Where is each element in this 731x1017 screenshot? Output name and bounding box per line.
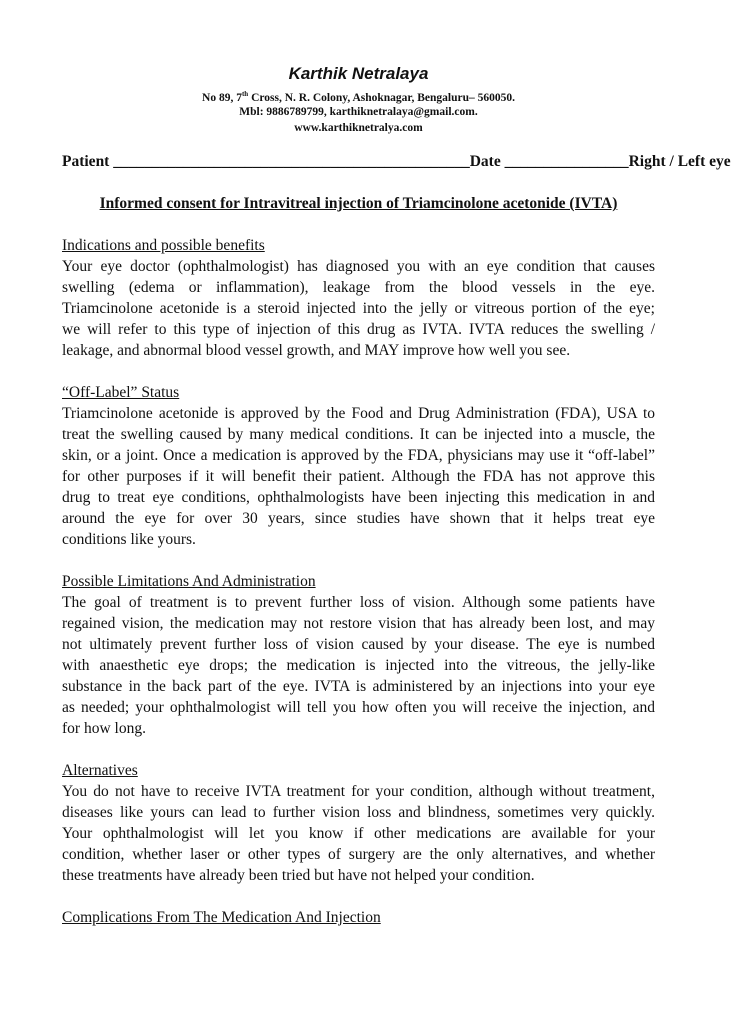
- paragraph-line: these treatments have already been tried but have not helped your condition.: [62, 867, 535, 884]
- paragraph-line: Your eye doctor (ophthalmologist) has diagnosed you with an eye condition that causes: [62, 258, 655, 275]
- section: [62, 235, 655, 361]
- section: [62, 382, 655, 550]
- paragraph-line: not ultimately prevent further loss of vision caused by your disease. The eye is numbed: [62, 636, 655, 653]
- section: [62, 571, 655, 739]
- paragraph-line: for other purposes if it will benefit their patient. Although the FDA has not approve this: [62, 468, 655, 485]
- address-superscript: th: [241, 90, 249, 98]
- section-heading: Possible Limitations And Administration: [62, 573, 316, 590]
- paragraph-line: Your ophthalmologist will let you know if other medications are available for your: [62, 825, 655, 842]
- section: [62, 760, 655, 886]
- document-title: Informed consent for Intravitreal injection of Triamcinolone acetonide (IVTA): [99, 195, 618, 212]
- section-heading: Indications and possible benefits: [62, 237, 265, 254]
- paragraph-line: for how long.: [62, 720, 146, 737]
- paragraph-line: we will refer to this type of injection of this drug as IVTA. IVTA reduces the swelling /: [62, 321, 655, 338]
- paragraph-line: Triamcinolone acetonide is approved by the Food and Drug Administration (FDA), USA to: [62, 405, 655, 422]
- section-heading: Complications From The Medication And Injection: [62, 909, 381, 926]
- document-body: [62, 235, 655, 949]
- paragraph-line: regained vision, the medication may not restore vision that has already been lost, and may: [62, 615, 655, 632]
- paragraph-line: substance in the back part of the eye. IVTA is administered by an injections into your eye: [62, 678, 655, 695]
- clinic-website: www.karthiknetralya.com: [294, 122, 423, 134]
- paragraph-line: diseases like yours can lead to further vision loss and blindness, sometimes very quickly.: [62, 804, 655, 821]
- paragraph-line: conditions like yours.: [62, 531, 196, 548]
- paragraph-line: around the eye for over 30 years, since studies have shown that it helps treat eye: [62, 510, 655, 527]
- section-heading: “Off-Label” Status: [62, 384, 180, 401]
- paragraph-line: You do not have to receive IVTA treatment for your condition, although without treatment,: [62, 783, 655, 800]
- patient-field: Patient ______________________________________________: [62, 153, 470, 170]
- address-text-rest: Cross, N. R. Colony, Ashoknagar, Bengaluru– 560050.: [248, 91, 515, 104]
- address-text: No 89, 7: [202, 91, 242, 104]
- eye-field: Right / Left eye: [628, 153, 731, 170]
- patient-line: [62, 153, 731, 171]
- paragraph-line: treat the swelling caused by many medical conditions. It can be injected into a muscle, the: [62, 426, 655, 443]
- paragraph-line: swelling (edema or inflammation), leakage from the blood vessels in the eye.: [62, 279, 655, 296]
- section: [62, 907, 655, 928]
- paragraph-line: as needed; your ophthalmologist will tell you how often you will receive the injection, and: [62, 699, 655, 716]
- paragraph-line: drug to treat eye conditions, ophthalmologists have been injecting this medication in and: [62, 489, 655, 506]
- clinic-contact: Mbl: 9886789799, karthiknetralaya@gmail.com.: [239, 106, 478, 118]
- paragraph-line: The goal of treatment is to prevent further loss of vision. Although some patients have: [62, 594, 655, 611]
- clinic-address: [0, 90, 717, 104]
- paragraph-line: Triamcinolone acetonide is a steroid injected into the jelly or vitreous portion of the eye;: [62, 300, 655, 317]
- paragraph-line: leakage, and abnormal blood vessel growth, and MAY improve how well you see.: [62, 342, 571, 359]
- section-heading: Alternatives: [62, 762, 138, 779]
- paragraph-line: condition, whether laser or other types of surgery are the only alternatives, and whether: [62, 846, 655, 863]
- clinic-name: Karthik Netralaya: [288, 64, 429, 83]
- date-field: Date ________________: [469, 153, 629, 170]
- paragraph-line: skin, or a joint. Once a medication is approved by the FDA, physicians may use it “off-label”: [62, 447, 655, 464]
- paragraph-line: with anaesthetic eye drops; the medication is injected into the vitreous, the jelly-like: [62, 657, 655, 674]
